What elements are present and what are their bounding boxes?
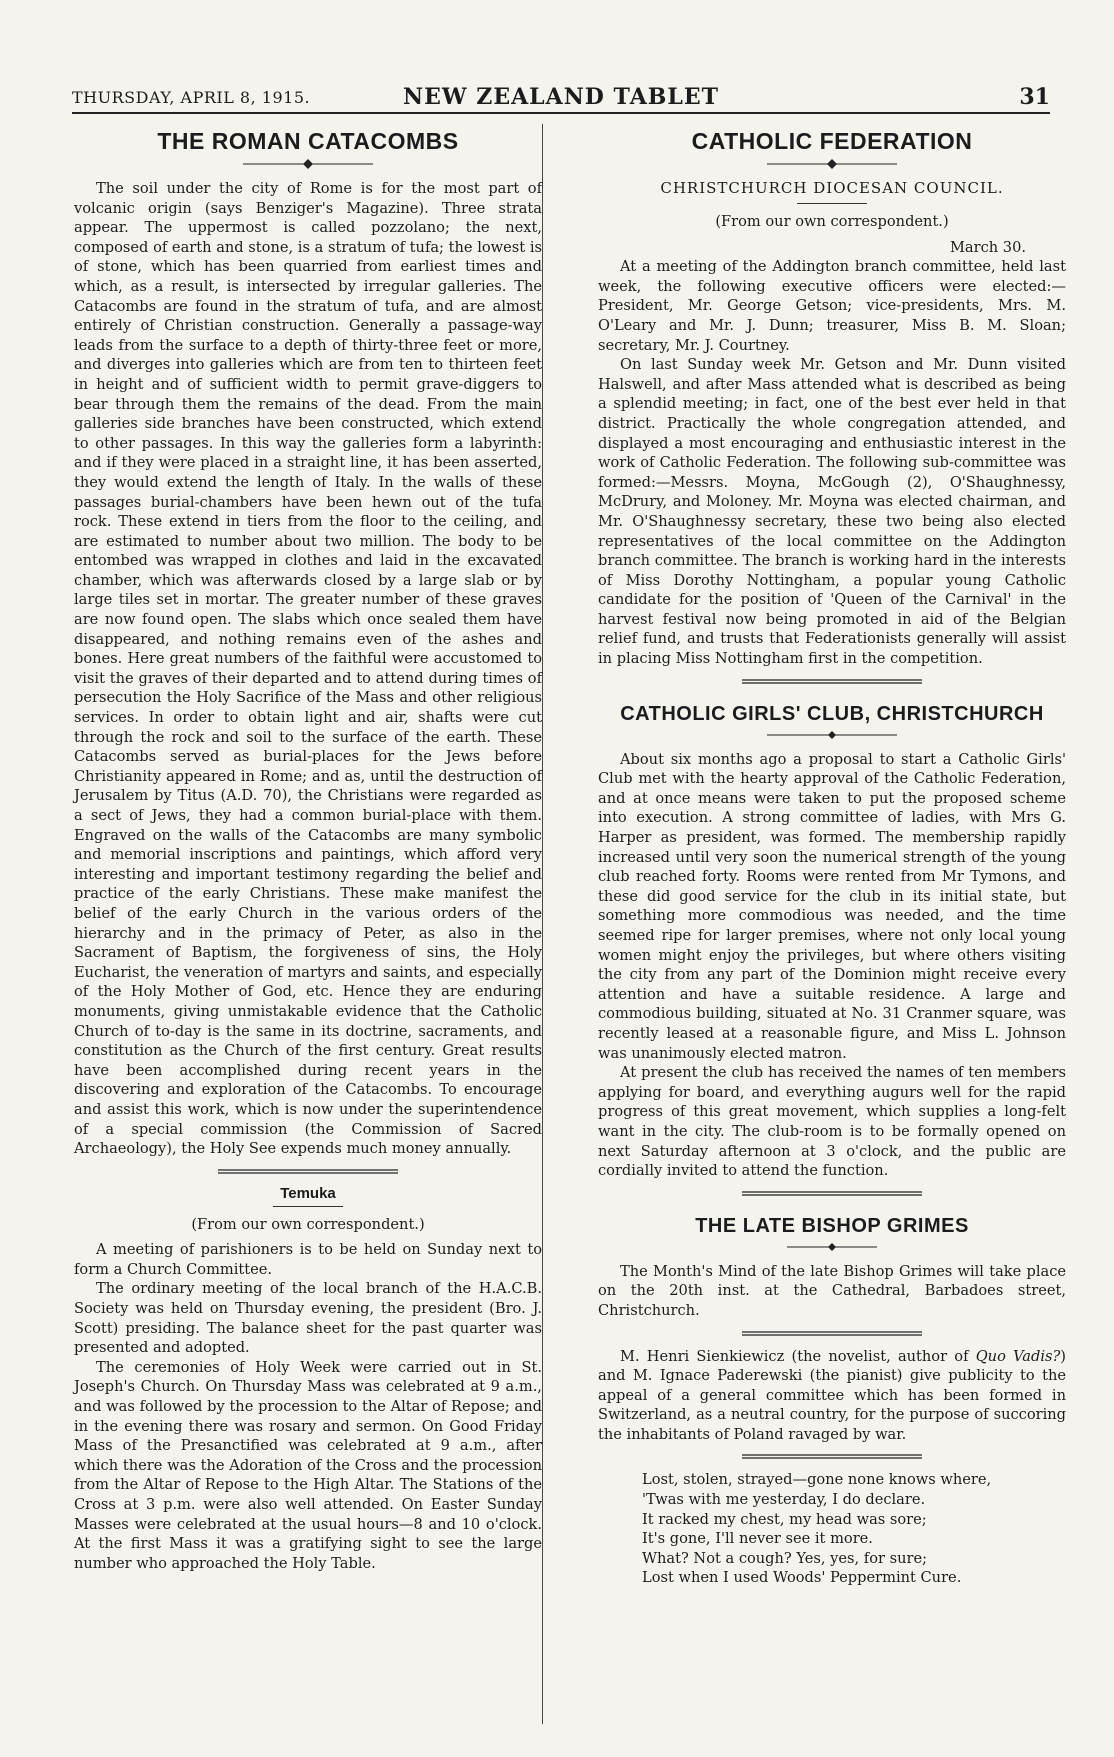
poem-line: Lost, stolen, strayed—gone none knows where, bbox=[642, 1471, 992, 1489]
column-divider bbox=[542, 124, 543, 1724]
temuka-paragraph: The ordinary meeting of the local branch of the H.A.C.B. Society was held on Thursday evening, the president (Bro. J. Scott) presiding. The balance sheet for the past quarter was presented and adopted. bbox=[74, 1280, 542, 1357]
headline-ornament-icon bbox=[787, 1242, 877, 1252]
short-rule bbox=[273, 1206, 343, 1207]
section-divider bbox=[742, 1454, 922, 1460]
section-divider bbox=[742, 679, 922, 685]
girls-club-headline: CATHOLIC GIRLS' CLUB, CHRISTCHURCH bbox=[620, 702, 1044, 725]
federation-correspondent: (From our own correspondent.) bbox=[715, 213, 949, 230]
federation-paragraph: On last Sunday week Mr. Getson and Mr. Dunn visited Halswell, and after Mass attended what is described as being a splendid meeting; in fact, one of the best ever held in that district. Practically the whole congregation attended, and displayed a most encouraging and enthusiastic interest in the work of Catholic Federation. The following sub-committee was formed:—Messrs. Moyna, McGough (2), O'Shaughnessy, McDrury, and Moloney. Mr. Moyna was elected chairman, and Mr. O'Shaughnessy secretary, these two being also elected representatives of the local committee on the Addington branch committee. The branch is working hard in the interests of Miss Dorothy Nottingham, a popular young Catholic candidate for the position of 'Queen of the Carnival' in the harvest festival now being promoted in aid of the Belgian relief fund, and trusts that Federationists generally will assist in placing Miss Nottingham first in the competition. bbox=[598, 356, 1066, 668]
advertisement-poem bbox=[642, 1470, 1066, 1588]
poem-line: It racked my chest, my head was sore; bbox=[642, 1510, 927, 1528]
left-column bbox=[74, 128, 542, 1573]
girls-club-paragraph: About six months ago a proposal to start a Catholic Girls' Club met with the hearty approval of the Catholic Federation, and at once means were taken to put the proposed scheme into execution. A strong committee of ladies, with Mrs G. Harper as president, was formed. The membership rapidly increased until very soon the numerical strength of the young club reached forty. Rooms were rented from Mr Tymons, and these did good service for the club in its initial state, but something more commodious was needed, and the time seemed ripe for larger premises, where not only local young women might enjoy the privileges, but where others visiting the city from any part of the Dominion might receive every attention and have a suitable residence. A large and commodious building, situated at No. 31 Cranmer square, was recently leased at a reasonable figure, and Miss L. Johnson was unanimously elected matron. bbox=[598, 750, 1066, 1062]
section-divider bbox=[742, 1191, 922, 1197]
poem-line: What? Not a cough? Yes, yes, for sure; bbox=[642, 1549, 928, 1567]
quo-vadis-title: Quo Vadis? bbox=[975, 1347, 1061, 1365]
grimes-headline: THE LATE BISHOP GRIMES bbox=[695, 1214, 969, 1237]
poem-line: It's gone, I'll never see it more. bbox=[642, 1530, 873, 1548]
newspaper-title: NEW ZEALAND TABLET bbox=[403, 84, 719, 110]
catacombs-headline: THE ROMAN CATACOMBS bbox=[157, 128, 459, 154]
temuka-paragraph: The ceremonies of Holy Week were carried out in St. Joseph's Church. On Thursday Mass was celebrated at 9 a.m., and was followed by the procession to the Altar of Repose; and in the evening there was rosary and sermon. On Good Friday Mass of the Presanctified was celebrated at 9 a.m., after which there was the Adoration of the Cross and the procession from the Altar of Repose to the High Altar. The Stations of the Cross at 3 p.m. were also well attended. On Easter Sunday Masses were celebrated at the usual hours—8 and 10 o'clock. At the first Mass it was a gratifying sight to see the large number who approached the Holy Table. bbox=[74, 1358, 542, 1572]
poem-line: Lost when I used Woods' Peppermint Cure. bbox=[642, 1569, 962, 1587]
temuka-correspondent: (From our own correspondent.) bbox=[191, 1215, 425, 1233]
temuka-paragraph: A meeting of parishioners is to be held on Sunday next to form a Church Committee. bbox=[74, 1241, 542, 1278]
headline-ornament-icon bbox=[243, 159, 373, 169]
federation-subheadline: CHRISTCHURCH DIOCESAN COUNCIL. bbox=[660, 179, 1004, 197]
sienkiewicz-text-before: M. Henri Sienkiewicz (the novelist, author of bbox=[620, 1347, 976, 1365]
grimes-paragraph: The Month's Mind of the late Bishop Grimes will take place on the 20th inst. at the Cathedral, Barbadoes street, Christchurch. bbox=[598, 1262, 1066, 1319]
catacombs-body: The soil under the city of Rome is for the most part of volcanic origin (says Benziger's Magazine). Three strata appear. The uppermost is called pozzolano; the next, composed of earth and stone, is a stratum of tufa; the lowest is of stone, which has been quarried from earliest times and which, as a result, is intersected by irregular galleries. The Catacombs are found in the stratum of tufa, and are almost entirely of Christian construction. Generally a passage-way leads from the surface to a depth of thirty-three feet or more, and diverges into galleries which are from ten to thirteen feet in height and of sufficient width to permit grave-diggers to bear through them the remains of the dead. From the main galleries side branches have been constructed, which extend to other passages. In this way the galleries form a labyrinth: and if they were placed in a straight line, it has been asserted, they would extend the length of Italy. In the walls of these passages burial-chambers have been hewn out of the tufa rock. These extend in tiers from the floor to the ceiling, and are estimated to number about two million. The body to be entombed was wrapped in clothes and laid in the excavated chamber, which was afterwards closed by a large slab or by large tiles set in mortar. The greater number of these graves are now found open. The slabs which once sealed them have disappeared, and nothing remains even of the ashes and bones. Here great numbers of the faithful were accustomed to visit the graves of their departed and to attend during times of persecution the Holy Sacrifice of the Mass and other religious services. In order to obtain light and air, shafts were cut through the rock and soil to the surface of the earth. These Catacombs served as burial-places for the Jews before Christianity appeared in Rome; and as, until the destruction of Jerusalem by Titus (A.D. 70), the Christians were regarded as a sect of Jews, they had a common burial-place with them. Engraved on the walls of the Catacombs are many symbolic and memorial inscriptions and paintings, which afford very interesting and important testimony regarding the belief and practice of the early Christians. These make manifest the belief of the early Church in the various orders of the hierarchy and in the primacy of Peter, as also in the Sacrament of Baptism, the forgiveness of sins, the Holy Eucharist, the veneration of martyrs and saints, and especially of the Holy Mother of God, etc. Hence they are enduring monuments, giving unmistakable evidence that the Catholic Church of to-day is the same in its doctrine, sacraments, and constitution as the Church of the first century. Great results have been accomplished during recent years in the discovering and exploration of the Catacombs. To encourage and assist this work, which is now under the superintendence of a special commission (the Commission of Sacred Archaeology), the Holy See expends much money annually. bbox=[74, 180, 542, 1158]
masthead bbox=[72, 84, 1050, 114]
short-rule bbox=[797, 203, 867, 204]
section-divider bbox=[218, 1169, 398, 1175]
page-number: 31 bbox=[1019, 84, 1050, 110]
girls-club-paragraph: At present the club has received the names of ten members applying for board, and everything augurs well for the rapid progress of this great movement, which supplies a long-felt want in the city. The club-room is to be formally opened on next Saturday afternoon at 3 o'clock, and the public are cordially invited to attend the function. bbox=[598, 1064, 1066, 1180]
headline-ornament-icon bbox=[767, 730, 897, 740]
issue-date: THURSDAY, APRIL 8, 1915. bbox=[72, 88, 311, 107]
poem-line: 'Twas with me yesterday, I do declare. bbox=[642, 1491, 926, 1509]
section-divider bbox=[742, 1331, 922, 1337]
headline-ornament-icon bbox=[767, 159, 897, 169]
federation-headline: CATHOLIC FEDERATION bbox=[691, 128, 973, 154]
federation-dateline: March 30. bbox=[949, 238, 1026, 256]
right-column bbox=[598, 128, 1066, 1588]
sienkiewicz-paragraph bbox=[598, 1347, 1066, 1445]
federation-paragraph: At a meeting of the Addington branch committee, held last week, the following executive officers were elected:—President, Mr. George Getson; vice-presidents, Mrs. M. O'Leary and Mr. J. Dunn; treasurer, Miss B. M. Sloan; secretary, Mr. J. Courtney. bbox=[598, 258, 1066, 354]
sienkiewicz-text-after: ) and M. Ignace Paderewski (the pianist) give publicity to the appeal of a general committee which has been formed in Switzerland, as a neutral country, for the purpose of succoring the inhabitants of Poland ravaged by war. bbox=[598, 1347, 1066, 1443]
temuka-headline: Temuka bbox=[280, 1184, 336, 1202]
